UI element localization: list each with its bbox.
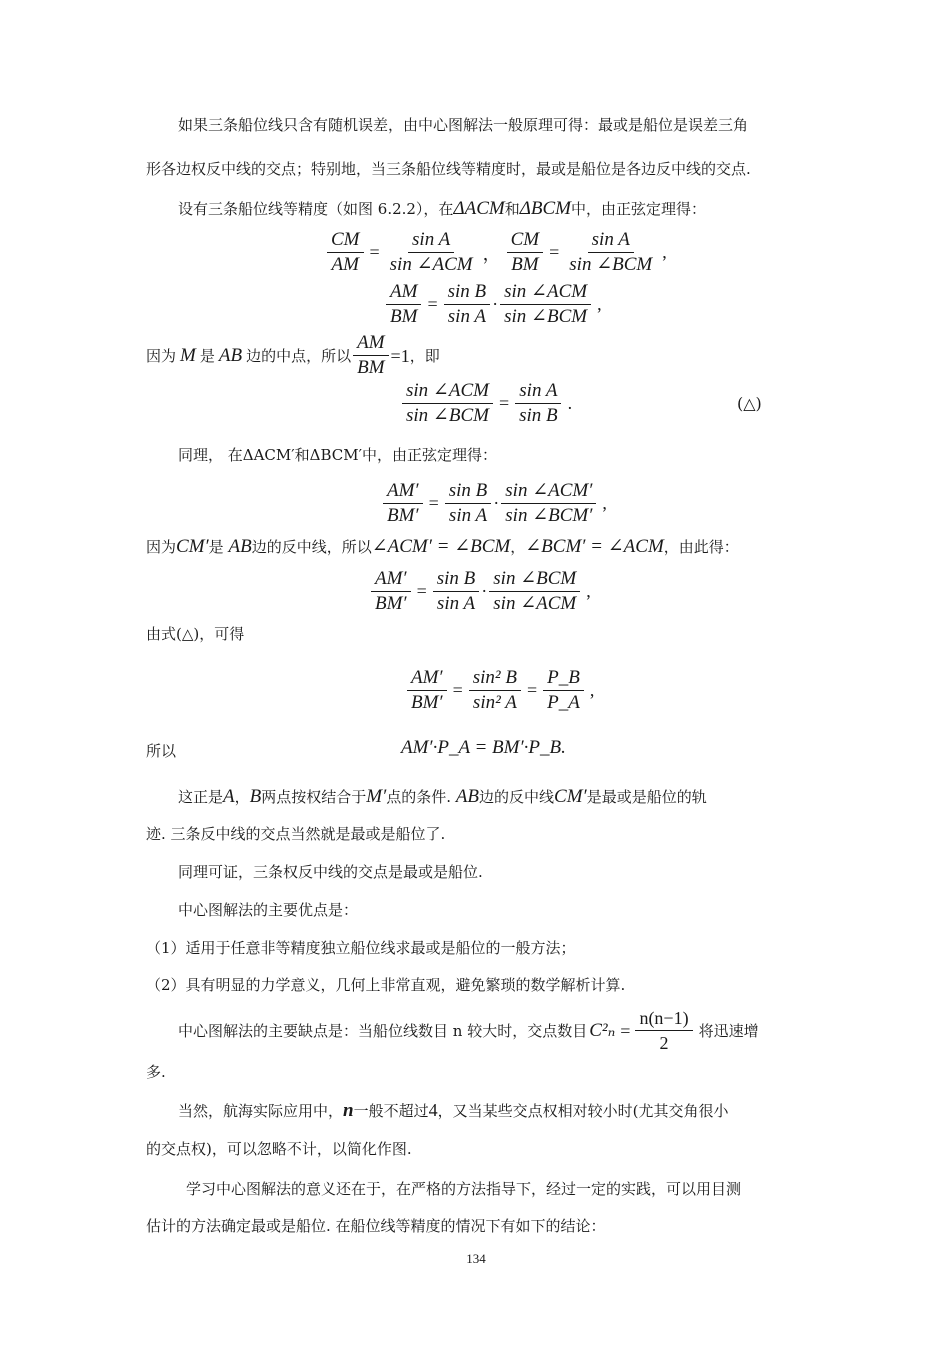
paragraph-line: 估计的方法确定最或是船位. 在船位线等精度的情况下有如下的结论： (146, 1217, 606, 1235)
fraction (543, 666, 584, 715)
text-run: 因为 (146, 346, 177, 365)
text-run: 将迅速增 (698, 1021, 759, 1040)
denominator: BM (390, 306, 418, 327)
text-run: ，由此得： (663, 538, 739, 556)
fraction (402, 379, 493, 428)
paragraph-line (178, 787, 707, 807)
numerator: n(n−1) (635, 1006, 692, 1031)
numerator: AM (353, 331, 388, 356)
paragraph-line: 同理可证，三条权反中线的交点是最或是船位. (178, 863, 483, 881)
text-run: 边的中点，所以 (246, 346, 352, 365)
fraction (507, 228, 544, 277)
numerator: CM (327, 228, 364, 253)
fraction (371, 567, 411, 616)
fraction (565, 228, 656, 277)
text-run: 和 (504, 200, 520, 218)
text-run: 是最或是船位的轨 (586, 788, 707, 806)
formula-4: $\frac{\text{sin ∠ACM}}{\text{sin ∠BCM}}$ = $\frac{\text{sin A}}{\text{sin B}}$ . (400, 379, 576, 428)
math-inline: B (249, 786, 262, 807)
fraction (469, 666, 521, 715)
paragraph-line: 的交点权)，可以忽略不计，以简化作图. (146, 1140, 412, 1158)
denominator: sin A (448, 505, 488, 526)
denominator: sin² A (472, 692, 517, 713)
denominator: P_A (547, 692, 580, 713)
numerator: sin² B (469, 666, 521, 691)
numerator: sin A (515, 379, 561, 404)
numerator: sin B (445, 479, 492, 504)
denominator: sin ∠BCM (406, 405, 489, 426)
text-run: ， (234, 788, 250, 806)
math-inline: ∠ACM′ = ∠BCM (371, 536, 511, 557)
text-run: ，即 (409, 346, 440, 365)
denominator: sin ∠BCM′ (505, 505, 593, 526)
formula-1: $\frac{CM}{AM}$ = $\frac{\text{sin A}}{\text{sin ∠ACM}}$ ， $\frac{CM}{BM}$ = $\frac{\text{sin A}}{\text{sin ∠BCM}}$ , (325, 228, 671, 277)
numerator: AM′ (383, 479, 423, 504)
fraction (386, 280, 421, 329)
fraction (515, 379, 562, 428)
math-inline: AB (228, 536, 252, 557)
numerator: sin ∠ACM′ (501, 479, 596, 504)
numerator: sin ∠BCM (489, 567, 580, 592)
paragraph-line: 多. (146, 1063, 166, 1081)
fraction (386, 228, 477, 277)
list-item: （1）适用于任意非等精度独立船位线求最或是船位的一般方法； (146, 939, 576, 957)
denominator: sin A (447, 306, 486, 327)
text-run: 一般不超过 (353, 1102, 429, 1120)
fraction (433, 567, 480, 616)
numerator: AM (386, 280, 421, 305)
paragraph-line: 如果三条船位线只含有随机误差，由中心图解法一般原理可得：最或是船位是误差三角 (178, 116, 749, 134)
numerator: sin B (444, 280, 491, 305)
denominator: BM (357, 357, 385, 378)
denominator: BM (511, 254, 539, 275)
denominator: AM (331, 254, 359, 275)
denominator: sin ∠ACM (493, 593, 577, 614)
math-inline: ∠BCM′ = ∠ACM (525, 536, 664, 557)
paragraph-line: 学习中心图解法的意义还在于，在严格的方法指导下，经过一定的实践，可以用目测 (186, 1180, 742, 1198)
math-inline: CM′ (176, 536, 209, 557)
fraction (635, 1006, 692, 1055)
math-inline: CM′ (554, 786, 587, 807)
numerator: sin ∠ACM (402, 379, 493, 404)
math-inline: 1 (400, 345, 410, 366)
denominator: BM′ (387, 505, 419, 526)
equation-tag: (△) (737, 394, 762, 413)
math-inline: AB (218, 344, 243, 366)
paragraph-line (178, 199, 706, 219)
denominator: sin ∠BCM (569, 254, 653, 275)
fraction (489, 567, 580, 616)
math-inline: 4 (428, 1100, 438, 1120)
paragraph-line: 形各边权反中线的交点；特别地，当三条船位线等精度时，最或是船位是各边反中线的交点. (146, 160, 751, 178)
text-run: ， (510, 538, 526, 556)
text-run: 是 (208, 538, 224, 556)
fraction (444, 280, 491, 329)
paragraph-line: 所以 (146, 742, 177, 760)
denominator: BM′ (411, 692, 443, 713)
paragraph-line: 中心图解法的主要优点是： (178, 901, 359, 919)
fraction (407, 666, 447, 715)
fraction (383, 479, 423, 528)
text-run: 设有三条船位线等精度（如图 6.2.2），在 (178, 200, 454, 218)
math-inline: M′ (366, 786, 387, 807)
text-run: 当然，航海实际应用中， (178, 1102, 344, 1120)
list-item: （2）具有明显的力学意义，几何上非常直观，避免繁琐的数学解析计算. (146, 976, 626, 994)
numerator: sin A (588, 228, 634, 253)
formula-7: $\frac{AM'}{BM'}$ = $\frac{\text{sin² B}}{\text{sin² A}}$ = $\frac{P\_B}{P\_A}$ , (405, 666, 598, 715)
denominator: 2 (659, 1033, 669, 1053)
formula-8: AM′·P_A = BM′·P_B. (401, 737, 566, 758)
math-inline: A (223, 786, 235, 807)
paragraph-line: 迹. 三条反中线的交点当然就是最或是船位了. (146, 825, 446, 843)
denominator: sin A (436, 593, 476, 614)
text-run: 是 (199, 346, 215, 365)
text-run: 这正是 (178, 788, 224, 806)
numerator: sin B (433, 567, 480, 592)
fraction (327, 228, 364, 277)
text-run: 边的反中线，所以 (251, 538, 372, 556)
numerator: sin A (408, 228, 454, 253)
paragraph-line: 同理， 在ΔACM′和ΔBCM′中，由正弦定理得： (178, 446, 498, 464)
text-run: 点的条件. (386, 788, 452, 806)
math-inline: ΔACM (453, 198, 505, 219)
fraction (500, 280, 591, 329)
numerator: CM (507, 228, 544, 253)
text-run: 中心图解法的主要缺点是：当船位线数目 n 较大时，交点数目 (178, 1021, 588, 1040)
math-inline: M (180, 344, 196, 366)
text-run: 中，由正弦定理得： (570, 200, 706, 218)
math-inline: ΔBCM (519, 198, 571, 219)
paragraph-line: 由式(△)，可得 (146, 625, 245, 643)
paragraph-line (178, 1100, 728, 1121)
fraction (501, 479, 596, 528)
denominator: sin ∠BCM (504, 306, 588, 327)
paragraph-line (146, 537, 739, 557)
formula-6: $\frac{AM'}{BM'}$ = $\frac{\text{sin B}}{\text{sin A}}$ · $\frac{\text{sin ∠BCM}}{\text{sin ∠ACM}}$ , (369, 567, 595, 616)
numerator: AM′ (371, 567, 411, 592)
text-run: 边的反中线 (479, 788, 555, 806)
paragraph-line: 因为 M 是 AB 边的中点，所以 $\frac{AM}{BM}$ = 1 ，即 (146, 332, 440, 378)
paragraph-line: 中心图解法的主要缺点是：当船位线数目 n 较大时，交点数目 C²ₙ = $\frac{n(n-1)}{2}$ 将迅速增 (178, 1008, 759, 1053)
numerator: sin ∠ACM (500, 280, 591, 305)
formula-2: $\frac{AM}{BM}$ = $\frac{\text{sin B}}{\text{sin A}}$ · $\frac{\text{sin ∠ACM}}{\text{sin ∠BCM}}$ , (384, 280, 606, 329)
formula-5: $\frac{AM'}{BM'}$ = $\frac{\text{sin B}}{\text{sin A}}$ · $\frac{\text{sin ∠ACM′}}{\text{sin ∠BCM′}}$ , (381, 479, 611, 528)
page-number: 134 (466, 1251, 486, 1266)
text-run: ，又当某些交点权相对较小时(尤其交角很小 (437, 1102, 729, 1120)
fraction (353, 331, 388, 380)
text-run: 因为 (146, 538, 177, 556)
numerator: AM′ (407, 666, 447, 691)
text-run: 两点按权结合于 (261, 788, 367, 806)
numerator: P_B (543, 666, 584, 691)
math-inline: C²ₙ (589, 1019, 616, 1041)
denominator: sin ∠ACM (389, 254, 473, 275)
math-inline: AB (455, 786, 480, 807)
math-inline: n (343, 1100, 354, 1121)
fraction (445, 479, 492, 528)
denominator: sin B (519, 405, 558, 426)
denominator: BM′ (375, 593, 407, 614)
